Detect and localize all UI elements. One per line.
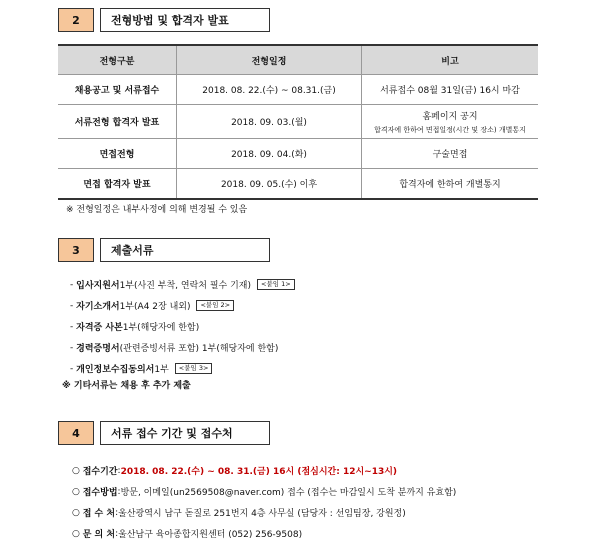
- bullet: -: [70, 321, 74, 332]
- attachment-tag: <붙임 2>: [196, 300, 234, 311]
- section-title: 전형방법 및 합격자 발표: [100, 8, 270, 32]
- bullet: ○: [72, 507, 80, 518]
- table-row: [58, 139, 538, 169]
- date-cell: 2018. 09. 03.(월): [177, 105, 362, 139]
- remark-sub: 합격자에 한하여 면접일정(시간 및 장소) 개별통지: [374, 125, 526, 134]
- list-item: [70, 295, 295, 316]
- schedule-note: ※ 전형일정은 내부사정에 의해 변경될 수 있음: [66, 205, 248, 215]
- field-value: 울산광역시 남구 돋질로 251번지 4층 사무실 (담당자 : 선임팀장, 강원정): [118, 509, 406, 519]
- stage-cell: 서류전형 합격자 발표: [58, 105, 177, 139]
- table-header-row: [58, 45, 538, 75]
- document-list: [70, 274, 295, 379]
- field-label: 접수기간: [82, 467, 118, 477]
- section-4-header: [58, 421, 270, 445]
- bullet: -: [70, 279, 74, 290]
- list-item: [70, 337, 295, 358]
- section-number: 2: [58, 8, 94, 32]
- separator: :: [117, 486, 121, 497]
- document-name: 입사지원서: [76, 281, 120, 291]
- date-cell: 2018. 09. 05.(수) 이후: [177, 169, 362, 200]
- list-item: [72, 481, 456, 502]
- column-header: 비고: [362, 45, 539, 75]
- column-header: 전형구분: [58, 45, 177, 75]
- list-item: [72, 460, 456, 481]
- document-detail: 1부(A4 2장 내외): [119, 302, 191, 312]
- section-2-header: [58, 8, 270, 32]
- field-value: 방문, 이메일(un2569508@naver.com) 접수 (접수는 마감일시 도착 분까지 유효함): [120, 488, 457, 498]
- remark-cell: 서류접수 08월 31일(금) 16시 마감: [362, 75, 539, 105]
- column-header: 전형일정: [177, 45, 362, 75]
- stage-cell: 채용공고 및 서류접수: [58, 75, 177, 105]
- document-detail: (관련증빙서류 포함) 1부(해당자에 한함): [119, 344, 279, 354]
- remark-cell: [362, 105, 539, 139]
- document-name: 자기소개서: [76, 302, 120, 312]
- field-value: 울산남구 육아종합지원센터 (052) 256-9508): [118, 530, 303, 540]
- bullet: -: [70, 363, 74, 374]
- section-title: 서류 접수 기간 및 접수처: [100, 421, 270, 445]
- attachment-tag: <붙임 3>: [175, 363, 213, 374]
- field-label: 접 수 처: [82, 509, 116, 519]
- remark-main: 홈페이지 공지: [422, 111, 478, 122]
- separator: :: [115, 528, 119, 539]
- date-cell: 2018. 09. 04.(화): [177, 139, 362, 169]
- list-item: [70, 358, 295, 379]
- stage-cell: 면접전형: [58, 139, 177, 169]
- field-label: 문 의 처: [82, 530, 116, 540]
- list-item: [70, 274, 295, 295]
- document-name: 경력증명서: [76, 344, 120, 354]
- remark-cell: 합격자에 한하여 개별통지: [362, 169, 539, 200]
- bullet: -: [70, 342, 74, 353]
- list-item: [72, 502, 456, 523]
- section-number: 3: [58, 238, 94, 262]
- document-name: 자격증 사본: [76, 323, 123, 333]
- document-detail: 1부(해당자에 한함): [122, 323, 200, 333]
- field-value: 2018. 08. 22.(수) ~ 08. 31.(금) 16시 (점심시간: 12시~13시): [120, 467, 398, 477]
- documents-extra-note: ※ 기타서류는 채용 후 추가 제출: [62, 381, 191, 391]
- document-detail: 1부(사진 부착, 연락처 필수 기재): [119, 281, 251, 291]
- separator: :: [115, 507, 119, 518]
- field-label: 접수방법: [82, 488, 118, 498]
- document-name: 개인정보수집동의서: [76, 365, 155, 375]
- document-detail: 1부: [154, 365, 169, 375]
- bullet: ○: [72, 465, 80, 476]
- table-row: [58, 169, 538, 200]
- date-cell: 2018. 08. 22.(수) ~ 08.31.(금): [177, 75, 362, 105]
- remark-cell: 구술면접: [362, 139, 539, 169]
- section-number: 4: [58, 421, 94, 445]
- stage-cell: 면접 합격자 발표: [58, 169, 177, 200]
- contact-list: [72, 460, 456, 544]
- list-item: [70, 316, 295, 337]
- bullet: ○: [72, 486, 80, 497]
- list-item: [72, 523, 456, 544]
- bullet: ○: [72, 528, 80, 539]
- bullet: -: [70, 300, 74, 311]
- attachment-tag: <붙임 1>: [257, 279, 295, 290]
- table-row: [58, 75, 538, 105]
- section-3-header: [58, 238, 270, 262]
- section-title: 제출서류: [100, 238, 270, 262]
- schedule-table: [58, 44, 538, 200]
- separator: :: [117, 465, 121, 476]
- table-row: [58, 105, 538, 139]
